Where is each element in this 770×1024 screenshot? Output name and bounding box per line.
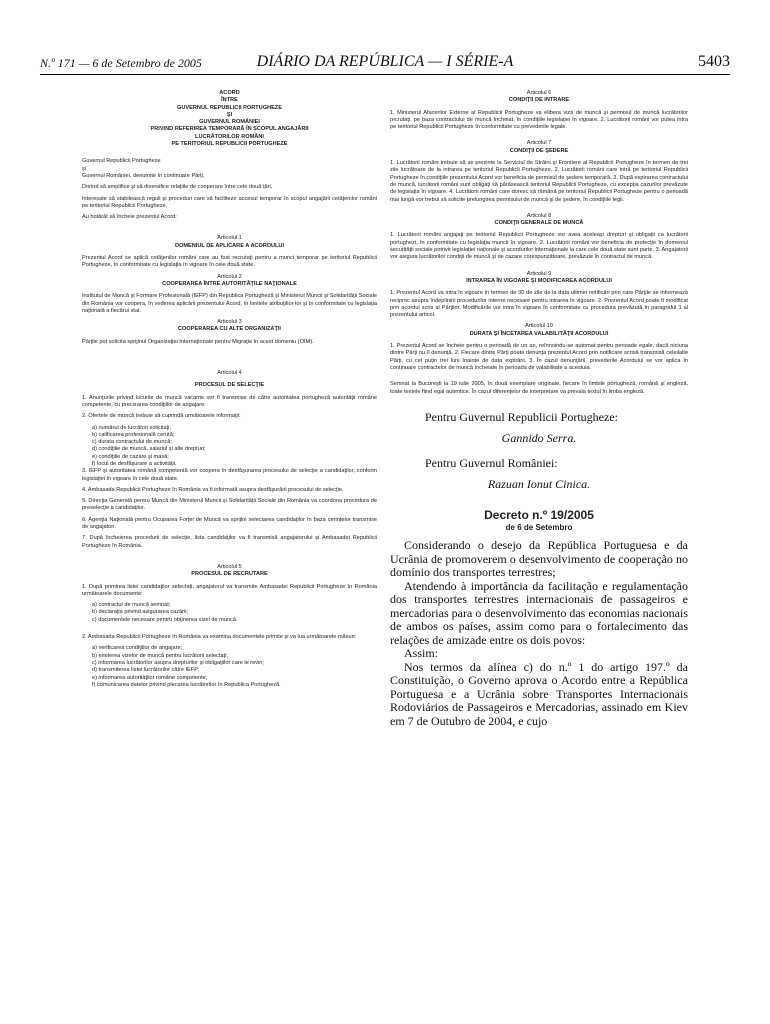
page-header — [40, 52, 730, 75]
signatory-label-portugal: Pentru Guvernul Republicii Portugheze: — [425, 409, 618, 424]
article-9: Articolul 9 INTRAREA ÎN VIGOARE ŞI MODIFICAREA ACORDULUI 1. Prezentul Acord va intra în vigoare în termen de 30 de zile de la data ultimei notificări prin care Părţile se informează reciproc asupra îndeplinirii procedurilor interne necesare pentru intrarea în vigoare. 2. Prezentul Acord poate fi modificat prin acordul scris al Părţilor. Modificările vor intra în vigoare în conformitate cu procedura prevăzută în paragraful 1 al prezentului articol. — [390, 270, 688, 319]
list: a) numărul de lucrători solicitaţi; b) calificarea profesională cerută; c) durata contractului de muncă; d) condiţiile de muncă, salariul şi alte drepturi; e) condiţiile de cazare şi masă; f) locul de desfăşurare a activităţii. — [92, 424, 206, 467]
left-column — [82, 90, 377, 689]
article-6: Articolul 6 CONDIŢII DE INTRARE 1. Ministerul Afacerilor Externe al Republicii Portugheze va elibera viza de muncă şi permisul de muncă lucrătorilor recrutaţi, pe baza contractului de muncă încheiat, în condiţiile legislaţiei în vigoare. 2. Lucrătorii români vor putea intra pe teritoriul Republicii Portugheze în conformitate cu prevederile legale. — [390, 90, 688, 131]
issue-number: N.º 171 — 6 de Setembro de 2005 — [40, 56, 202, 70]
article-8: Articolul 8 CONDIŢII GENERALE DE MUNCĂ 1. Lucrătorii români angajaţi pe teritoriul Republicii Portugheze vor avea aceleaşi drepturi şi obligaţii ca lucrătorii portughezi, în conformitate cu legislaţia muncii în vigoare. 2. Lucrătorii români vor beneficia de protecţie în domeniul securităţii sociale potrivit legislaţiei naţionale şi acordurilor internaţionale la care cele două state sunt parte. 3. Angajatorii vor asigura lucrătorilor condiţii de muncă şi de cazare corespunzătoare, prevăzute în contractul de muncă. — [390, 212, 688, 261]
page-number: 5403 — [698, 53, 730, 70]
article-number: Articolul 1 — [217, 235, 242, 242]
article-1: Articolul 1 DOMENIUL DE APLICARE A ACORDULUI Prezentul Acord se aplică cetăţenilor români care au fost recrutaţi pentru a munci temporar pe teritoriul Republicii Portugheze, în conformitate cu legislaţia în vigoare în cele două state. — [82, 235, 377, 269]
article-5: Articolul 5 PROCESUL DE RECRUTARE 1. După primirea listei candidaţilor selectaţi, angajatorul va transmite Ambasadei Republicii Portugheze în România următoarele documente: a) contractul de muncă semnat; b) declaraţia privind asigurarea cazării; c) documentele necesare pentru obţinerea vizei de muncă. 2. Ambasada Republicii Portugheze în România va examina documentele primite şi va lua următoarele măsuri: a) verificarea condiţiilor de angajare; b) emiterea vizelor de muncă pentru lucrătorii selectaţi; c) informarea lucrătorilor asupra drepturilor şi obligaţiilor care le revin; d) transmiterea listei lucrătorilor către IEFP; e) informarea autorităţilor române competente; f) comunicarea datelor privind plecarea lucrătorilor în Republica Portugheză. — [82, 563, 377, 688]
signatures — [390, 410, 688, 492]
article-3: Articolul 3 COOPERAREA CU ALTE ORGANIZAŢII Părţile pot solicita sprijinul Organizaţiei Internaţionale pentru Migraţie în acest domeniu (OIM). — [82, 319, 314, 345]
journal-title: DIÁRIO DA REPÚBLICA — I SÉRIE-A — [256, 53, 514, 70]
article-title: DOMENIUL DE APLICARE A ACORDULUI — [174, 242, 285, 249]
article-4: Articolul 4 PROCESUL DE SELECŢIE 1. Anunţurile privind locurile de muncă vacante vor fi transmise de către autoritatea portugheză autorităţii române competente, cu precizarea condiţiilor de angajare. 2. Ofertele de muncă trebuie să cuprindă următoarele informaţii: a) numărul de lucrători solicitaţi; b) calificarea profesională cerută; c) durata contractului de muncă; d) condiţiile de muncă, salariul şi alte drepturi; e) condiţiile de cazare şi masă; f) locul de desfăşurare a activităţii. 3. IEFP şi autoritatea română competentă vor coopera în desfăşurarea procesului de selecţie a candidaţilor, conform legislaţiei în vigoare în cele două state. 4. Ambasada Republicii Portugheze în România va fi informată asupra desfăşurării procesului de selecţie. 5. Direcţia Generală pentru Muncă din Ministerul Muncii şi Solidarităţii Sociale din România va coordona procedura de preselecţie a candidaţilor. 6. Agenţia Naţională pentru Ocuparea Forţei de Muncă va sprijini selectarea candidaţilor în baza cerinţelor transmise de angajatori. 7. După încheierea procedurii de selecţie, lista candidaţilor va fi transmisă angajatorului şi Ambasadei Republicii Portugheze în România. — [82, 370, 377, 549]
decree-body: Considerando o desejo da República Portuguesa e da Ucrânia de promoverem o desenvolvimento de cooperação no domínio dos transportes terrestres; Atendendo à importância da facilitação e regulamentação dos transportes terrestres internacionais de passageiros e mercadorias para o desenvolvimento das economias nacionais de ambos os países, assim como para o fortalecimento das relações de amizade entre os dois povos: Assim: Nos termos da alínea c) do n.º 1 do artigo 197.º da Constituição, o Governo aprova o Acordo entre a República Portuguesa e a Ucrânia sobre Transportes Internacionais Rodoviários de Passageiros e Mercadorias, assinado em Kiev em 7 de Outubro de 2004, e cujo — [390, 538, 688, 728]
right-column — [390, 90, 688, 728]
preamble: Guvernul Republicii Portugheze şi Guvernul României, denumite în continuare Părţi, Dorind să amplifice şi să diversifice relaţiile de cooperare între cele două ţări, Interesate să stabilească reguli şi proceduri care să faciliteze accesul temporar în scopul angajării cetăţenilor români pe teritoriul Republicii Portugheze, Au hotărât să încheie prezentul Acord: — [82, 158, 377, 221]
article-7: Articolul 7 CONDIŢII DE ŞEDERE 1. Lucrătorii români trebuie să se prezinte la Serviciul de Străini şi Frontiere al Republicii Portugheze în termen de trei zile lucrătoare de la intrarea pe teritoriul Republicii Portugheze. 2. Lucrătorii români care intră pe teritoriul Republicii Portugheze în condiţiile prezentului Acord vor beneficia de permisul de şedere temporară. 3. După expirarea contractului de muncă, lucrătorii români sunt obligaţi să părăsească teritoriul Republicii Portugheze, cu excepţia cazurilor prevăzute de legislaţia în vigoare. 4. Lucrătorii români care doresc să rămână pe teritoriul Republicii Portugheze pentru o perioadă mai lungă vor trebui să solicite prelungirea permisului de muncă şi de şedere, în condiţiile legii. — [390, 140, 688, 203]
article-2: Articolul 2 COOPERAREA ÎNTRE AUTORITĂŢILE NAŢIONALE Institutul de Muncă şi Formare Profesională (IEFP) din Republica Portugheză şi Ministerul Muncii şi Solidarităţii Sociale din România vor coopera, în vederea aplicării prezentului Acord, în limitele atribuţiilor lor şi în conformitate cu legislaţia naţională a fiecărui stat. — [82, 273, 377, 314]
decree-date: de 6 de Setembro — [505, 523, 573, 533]
agreement-title: ACORD ÎNTRE GUVERNUL REPUBLICII PORTUGHEZE ŞI GUVERNUL ROMÂNIEI PRIVIND REFERIREA TEMPORARĂ ÎN SCOPUL ANGAJĂRII LUCRĂTORILOR ROMÂNI PE TERITORIUL REPUBLICII PORTUGHEZE — [150, 90, 309, 148]
article-10: Articolul 10 DURATA ŞI ÎNCETAREA VALABILITĂŢII ACORDULUI 1. Prezentul Acord se încheie pentru o perioadă de un an, reînnoindu-se automat pentru perioade egale, dacă niciuna dintre Părţi nu îl denunţă. 2. Fiecare dintre Părţi poate denunţa prezentul Acord prin notificare scrisă transmisă celeilalte Părţi, cu cel puţin trei luni înainte de data expirării. 3. În cazul denunţării, prevederile Acordului se vor aplica în continuare contractelor de muncă încheiate în perioada de valabilitate a acestuia. — [390, 323, 688, 371]
decree-title: Decreto n.º 19/2005 — [484, 507, 594, 522]
signatory-name-romania: Razuan Ionut Cinica. — [487, 476, 591, 491]
signatory-name-portugal: Gannido Serra. — [501, 430, 577, 445]
signatory-label-romania: Pentru Guvernul României: — [425, 455, 558, 470]
signing-clause: Semnat la Bucureşti la 19 iulie 2005, în două exemplare originale, fiecare în limbile portugheză, română şi engleză, toate textele fiind egal autentice. În cazul diferenţelor de interpretare va prevala textul în limba engleză. — [390, 381, 688, 395]
